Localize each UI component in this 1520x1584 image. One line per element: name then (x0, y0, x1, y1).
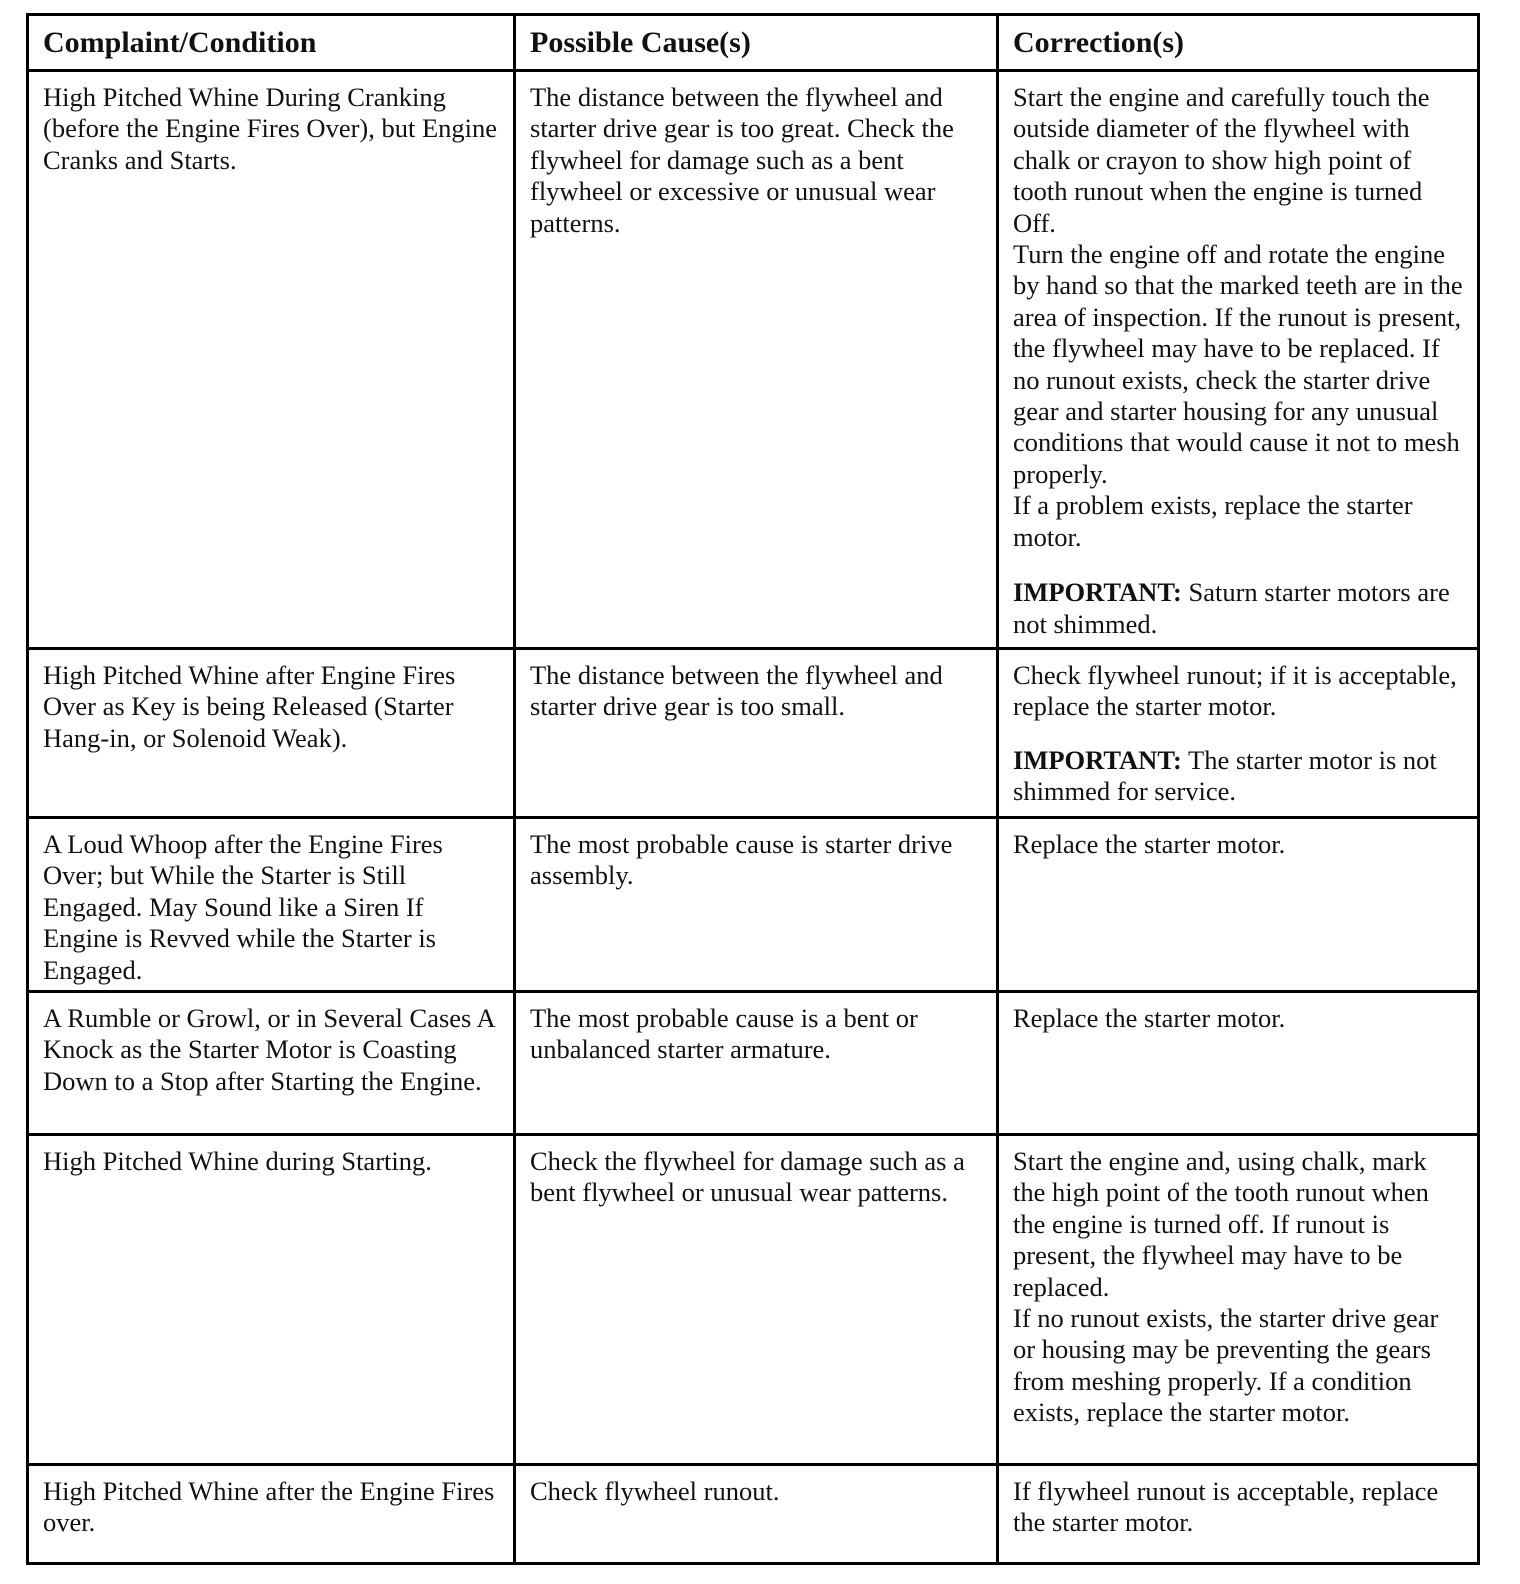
row-3-cause: The most probable cause is starter drive assembly. (516, 819, 999, 993)
row-2-correction-para-1: Check flywheel runout; if it is acceptable, replace the starter motor. (1013, 660, 1457, 722)
row-1-important-note (1013, 577, 1465, 640)
row-5-correction-para-1: Start the engine and, using chalk, mark the high point of the tooth runout when the engine is turned off. If runout is present, the flywheel may have to be replaced. (1013, 1146, 1429, 1302)
header-complaint: Complaint/Condition (29, 16, 516, 72)
row-1-complaint: High Pitched Whine During Cranking (before the Engine Fires Over), but Engine Cranks and Starts. (29, 72, 516, 650)
row-1-cause: The distance between the flywheel and starter drive gear is too great. Check the flywheel for damage such as a bent flywheel or excessive or unusual wear patterns. (516, 72, 999, 650)
row-2-important-note (1013, 745, 1465, 808)
important-label: IMPORTANT: (1013, 744, 1182, 775)
important-text: The starter motor is not shimmed for service. (1013, 744, 1437, 807)
row-1-correction (999, 72, 1477, 650)
row-3-complaint: A Loud Whoop after the Engine Fires Over; but While the Starter is Still Engaged. May Sound like a Siren If Engine is Revved while the Starter is Engaged. (29, 819, 516, 993)
row-3-correction (999, 819, 1477, 993)
row-5-cause: Check the flywheel for damage such as a bent flywheel or unusual wear patterns. (516, 1136, 999, 1466)
important-label: IMPORTANT: (1013, 577, 1182, 608)
row-4-complaint: A Rumble or Growl, or in Several Cases A Knock as the Starter Motor is Coasting Down to a Stop after Starting the Engine. (29, 993, 516, 1136)
important-text: Saturn starter motors are not shimmed. (1013, 577, 1450, 639)
row-1-correction-para-1: Start the engine and carefully touch the outside diameter of the flywheel with chalk or crayon to show high point of tooth runout when the engine is turned Off. (1013, 82, 1430, 238)
troubleshooting-table (26, 13, 1480, 1565)
row-2-correction (999, 650, 1477, 819)
row-4-correction-para-1: Replace the starter motor. (1013, 1003, 1286, 1033)
row-6-correction (999, 1466, 1477, 1562)
row-3-correction-para-1: Replace the starter motor. (1013, 829, 1286, 859)
row-5-correction-para-2: If no runout exists, the starter drive gear or housing may be preventing the gears from meshing properly. If a condition exists, replace the starter motor. (1013, 1303, 1439, 1428)
row-6-cause: Check flywheel runout. (516, 1466, 999, 1562)
row-6-complaint: High Pitched Whine after the Engine Fires over. (29, 1466, 516, 1562)
row-1-correction-para-2: Turn the engine off and rotate the engine by hand so that the marked teeth are in the area of inspection. If the runout is present, the flywheel may have to be replaced. If no runout exists, check the starter drive gear and starter housing for any unusual conditions that would cause it not to mesh properly. (1013, 239, 1463, 489)
row-5-complaint: High Pitched Whine during Starting. (29, 1136, 516, 1466)
row-5-correction (999, 1136, 1477, 1466)
row-2-cause: The distance between the flywheel and starter drive gear is too small. (516, 650, 999, 819)
row-6-correction-para-1: If flywheel runout is acceptable, replace the starter motor. (1013, 1476, 1439, 1538)
row-2-complaint: High Pitched Whine after Engine Fires Over as Key is being Released (Starter Hang-in, or Solenoid Weak). (29, 650, 516, 819)
header-cause: Possible Cause(s) (516, 16, 999, 72)
row-4-cause: The most probable cause is a bent or unbalanced starter armature. (516, 993, 999, 1136)
header-correction: Correction(s) (999, 16, 1477, 72)
row-1-correction-para-3: If a problem exists, replace the starter motor. (1013, 490, 1413, 552)
row-4-correction (999, 993, 1477, 1136)
